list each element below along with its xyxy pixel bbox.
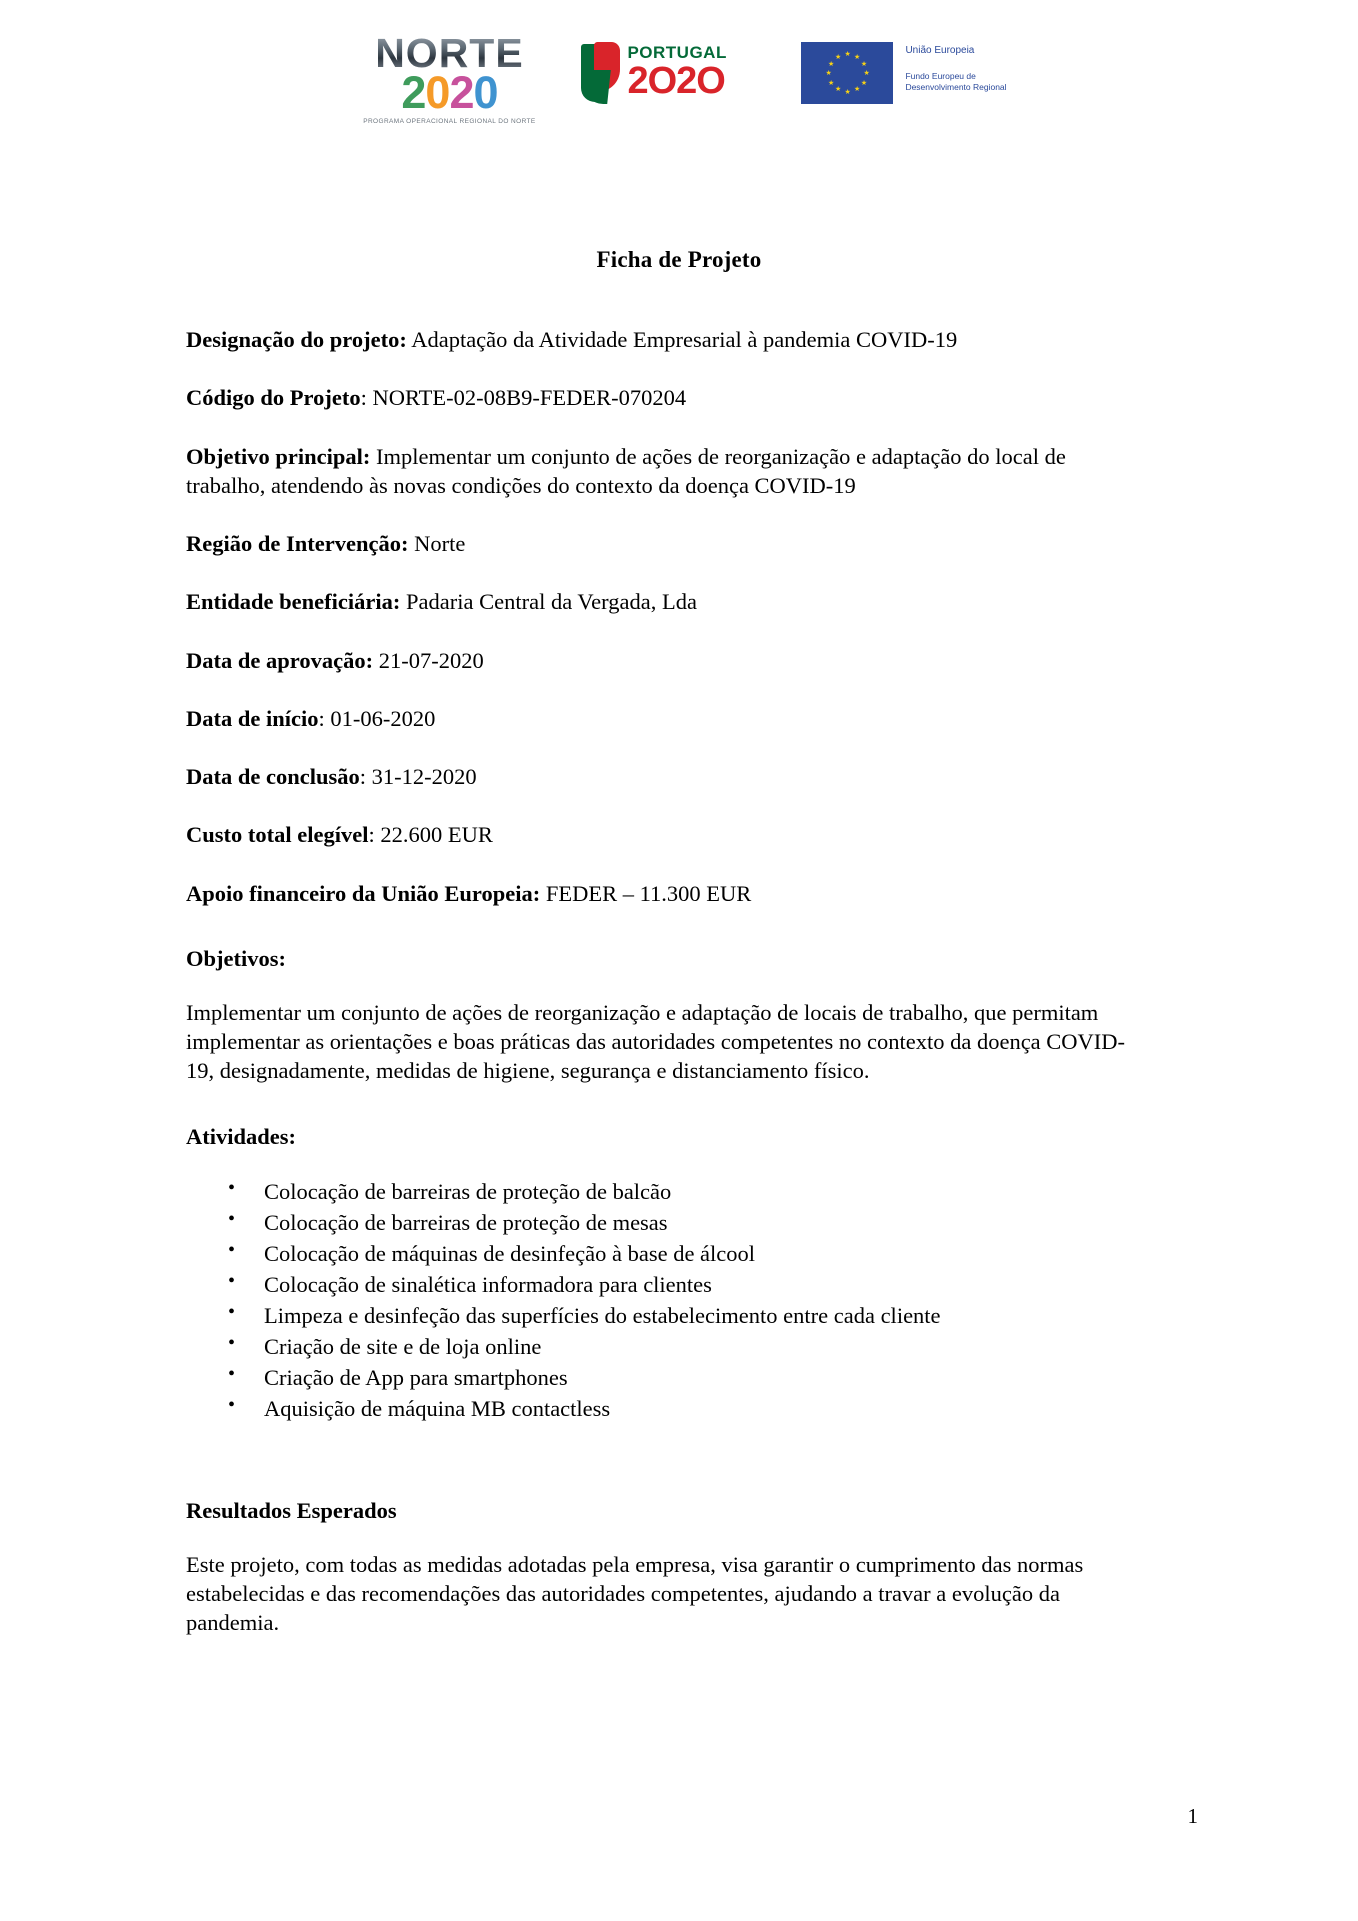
eu-star-icon: ★ xyxy=(853,52,861,61)
atividade-item: • Aquisição de máquina MB contactless xyxy=(186,1393,1148,1424)
project-field xyxy=(186,529,1148,558)
project-field-value: : 31-12-2020 xyxy=(359,764,477,789)
portugal-wordmark: PORTUGAL xyxy=(627,43,727,63)
project-field-label: Apoio financeiro da União Europeia: xyxy=(186,880,541,906)
european-union-logo xyxy=(801,28,1006,104)
project-field xyxy=(186,325,1148,354)
eu-star-icon: ★ xyxy=(825,69,832,77)
project-field xyxy=(186,704,1148,733)
eu-star-icon: ★ xyxy=(860,59,868,68)
project-field xyxy=(186,442,1148,501)
norte-digit-3: 2 xyxy=(449,66,474,118)
atividades-list xyxy=(186,1176,1148,1424)
eu-star-icon: ★ xyxy=(863,69,870,77)
atividade-item: • Colocação de sinalética informadora para clientes xyxy=(186,1269,1148,1300)
eu-label-fund-line1: Fundo Europeu de xyxy=(905,70,976,81)
eu-label-union: União Europeia xyxy=(905,45,975,56)
portugal-year-mark: 2O2O xyxy=(627,60,725,103)
project-field-value: 21-07-2020 xyxy=(373,647,484,673)
document-body xyxy=(186,325,1148,1664)
project-field-value: : NORTE-02-08B9-FEDER-070204 xyxy=(360,385,687,411)
project-field xyxy=(186,383,1148,412)
atividade-item: • Colocação de barreiras de proteção de mesas xyxy=(186,1207,1148,1238)
objetivos-paragraph: Implementar um conjunto de ações de reorganização e adaptação de locais de trabalho, que permitam implementar as orientações e boas práticas das autoridades competentes no contexto da doença COVID-19, designadamente, medidas de higiene, segurança e distanciamento físico. xyxy=(186,999,1126,1084)
project-field-value: Norte xyxy=(408,531,466,556)
eu-star-icon: ★ xyxy=(844,88,851,96)
norte-digit-1: 2 xyxy=(401,66,426,118)
norte-digit-2: 0 xyxy=(425,66,450,118)
atividade-item: • Colocação de barreiras de proteção de balcão xyxy=(186,1176,1148,1207)
project-field xyxy=(186,820,1148,849)
project-field-label: Região de Intervenção: xyxy=(186,531,409,556)
project-field-value: Adaptação da Atividade Empresarial à pandemia COVID-19 xyxy=(406,327,958,352)
resultados-heading: Resultados Esperados xyxy=(186,1497,397,1523)
page-title: Ficha de Projeto xyxy=(596,247,762,272)
eu-label-fund-line2: Desenvolvimento Regional xyxy=(905,81,1007,92)
eu-star-icon: ★ xyxy=(827,59,835,68)
page-number: 1 xyxy=(1187,1804,1198,1828)
project-field-value: FEDER – 11.300 EUR xyxy=(540,880,752,906)
project-field-label: Entidade beneficiária: xyxy=(186,589,401,615)
atividade-item: • Limpeza e desinfeção das superfícies do estabelecimento entre cada cliente xyxy=(186,1300,1148,1331)
project-field-label: Objetivo principal: xyxy=(186,443,371,469)
portugal-2020-logo xyxy=(581,28,767,104)
project-field-value: : 22.600 EUR xyxy=(368,822,493,848)
funding-logo-band xyxy=(0,28,1358,138)
eu-star-icon: ★ xyxy=(827,78,835,87)
eu-star-icon: ★ xyxy=(860,78,868,87)
eu-flag-icon xyxy=(801,42,893,104)
portugal-flag-icon xyxy=(581,42,621,104)
norte-wordmark: NORTE xyxy=(375,30,524,76)
project-field-label: Designação do projeto: xyxy=(186,327,407,352)
norte-subtitle: PROGRAMA OPERACIONAL REGIONAL DO NORTE xyxy=(363,117,536,125)
norte-year-mark xyxy=(401,66,498,118)
norte-2020-logo xyxy=(351,28,547,125)
project-field-value: Implementar um conjunto de ações de reorganização e adaptação do local de trabalho, atendendo às novas condições do contexto da doença COVID-19 xyxy=(186,443,1066,498)
project-field-list xyxy=(186,325,1148,908)
project-field-label: Data de conclusão xyxy=(186,764,360,789)
project-field xyxy=(186,587,1148,616)
atividade-item: • Criação de App para smartphones xyxy=(186,1362,1148,1393)
eu-star-icon: ★ xyxy=(834,52,842,61)
project-field-value: Padaria Central da Vergada, Lda xyxy=(400,589,697,615)
objetivos-heading: Objetivos: xyxy=(186,945,286,971)
project-field-label: Data de aprovação: xyxy=(186,647,374,673)
project-field-label: Custo total elegível xyxy=(186,822,369,848)
eu-star-icon: ★ xyxy=(844,50,851,58)
eu-star-icon: ★ xyxy=(834,85,842,94)
resultados-paragraph: Este projeto, com todas as medidas adotadas pela empresa, visa garantir o cumprimento das normas estabelecidas e das recomendações das autoridades competentes, ajudando a travar a evolução da pandemia. xyxy=(186,1551,1084,1636)
project-field xyxy=(186,879,1148,908)
atividade-item: • Criação de site e de loja online xyxy=(186,1331,1148,1362)
atividades-heading: Atividades: xyxy=(186,1123,297,1149)
project-field xyxy=(186,762,1148,791)
norte-digit-4: 0 xyxy=(473,66,498,118)
project-field-value: : 01-06-2020 xyxy=(318,705,436,731)
eu-star-icon: ★ xyxy=(853,85,861,94)
project-field-label: Data de início xyxy=(186,705,319,731)
project-field-label: Código do Projeto xyxy=(186,385,361,411)
atividade-item: • Colocação de máquinas de desinfeção à base de álcool xyxy=(186,1238,1148,1269)
project-field xyxy=(186,646,1148,675)
